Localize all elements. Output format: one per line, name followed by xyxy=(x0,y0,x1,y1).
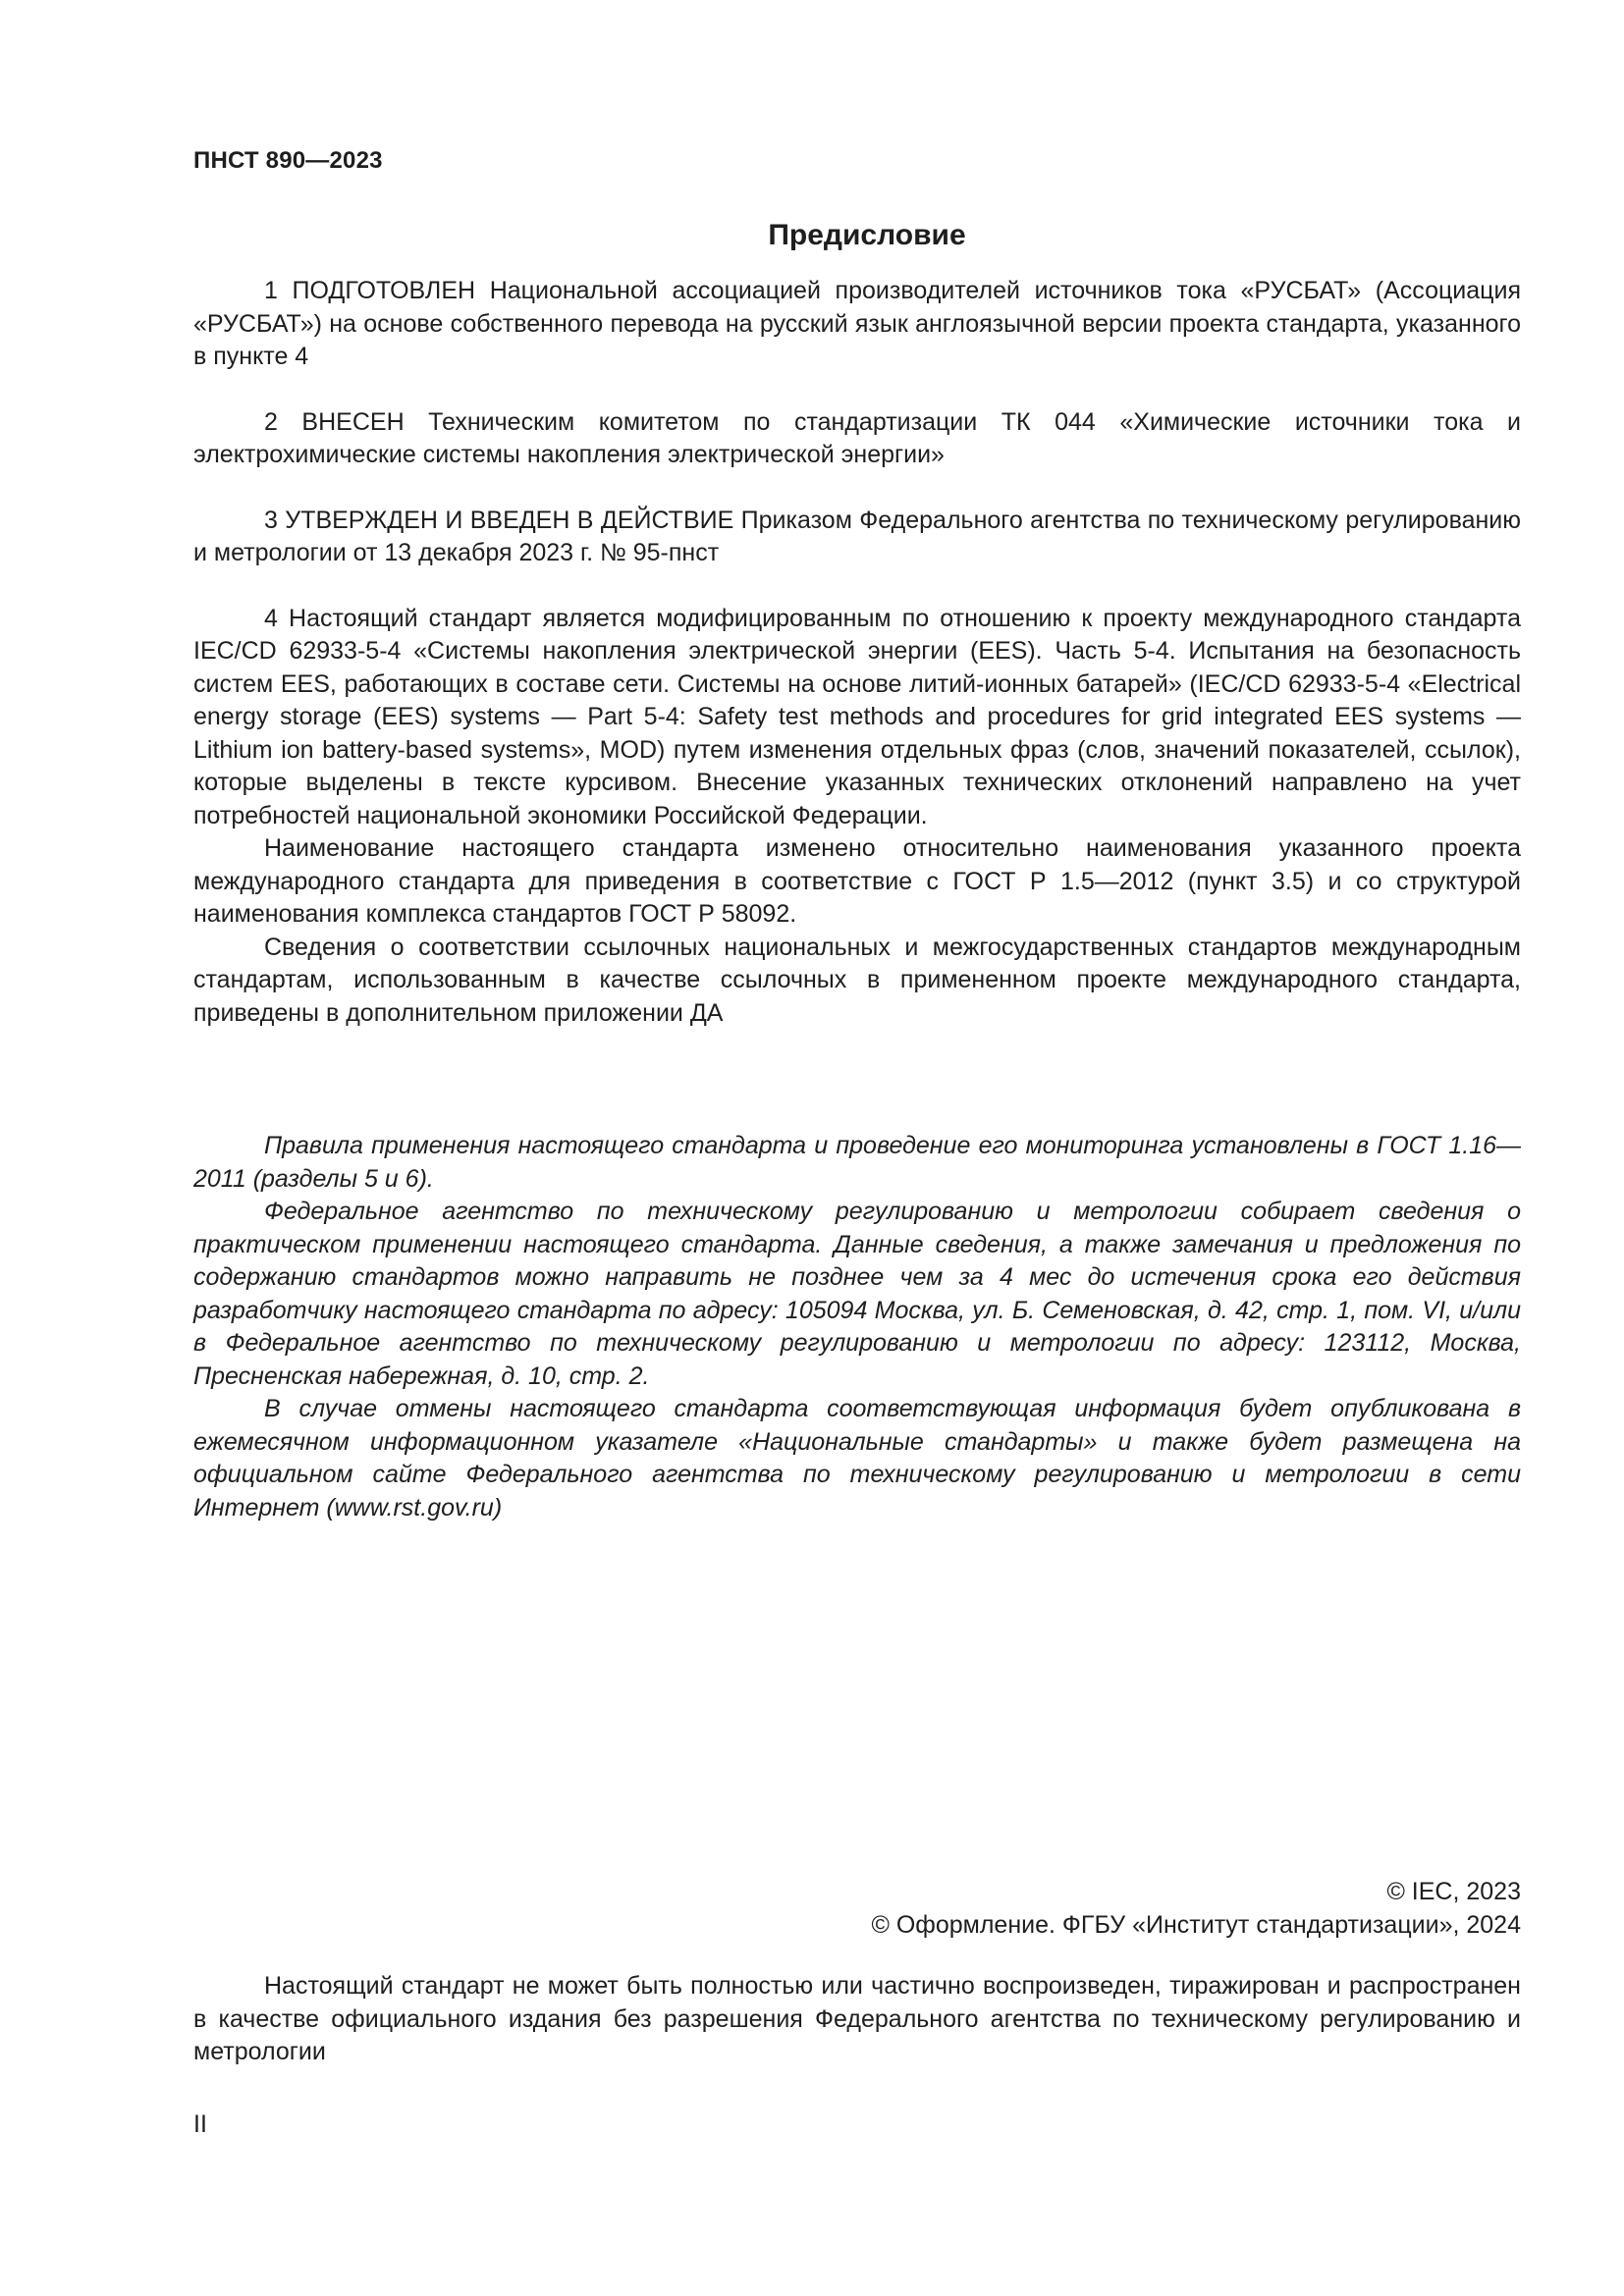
item-prepared: 1 ПОДГОТОВЛЕН Национальной ассоциацией производителей источников тока «РУСБАТ» (Ассоциация «РУСБАТ») на основе собственного перевода на русский язык англоязычной версии проекта стандарта, указанного в пункте 4 xyxy=(193,277,1521,370)
page-number: II xyxy=(193,2110,207,2138)
reproduction-notice-text: Настоящий стандарт не может быть полностью или частично воспроизведен, тиражирован и распространен в качестве официального издания без разрешения Федерального агентства по техническому регулированию и метрологии xyxy=(193,1972,1521,2065)
rules-cancellation: В случае отмены настоящего стандарта соответствующая информация будет опубликована в ежемесячном информационном указателе «Национальные стандарты» и также будет размещена на официальном сайте Федерального агентства по техническому регулированию и метрологии в сети Интернет (www.rst.gov.ru) xyxy=(193,1395,1521,1522)
rules-application: Правила применения настоящего стандарта и проведение его мониторинга установлены в ГОСТ 1.16—2011 (разделы 5 и 6). xyxy=(193,1132,1521,1193)
item-title-note: Наименование настоящего стандарта изменено относительно наименования указанного проекта международного стандарта для приведения в соответствие с ГОСТ Р 1.5—2012 (пункт 3.5) и со структурой наименования комплекса стандартов ГОСТ Р 58092. xyxy=(193,834,1521,928)
copyright-block xyxy=(193,1875,1521,1942)
copyright-design: © Оформление. ФГБУ «Институт стандартизации», 2024 xyxy=(871,1911,1521,1939)
item-references-note: Сведения о соответствии ссылочных национальных и межгосударственных стандартов международным стандартам, использованным в качестве ссылочных в примененном проекте международного стандарта, приведены в дополнительном приложении ДА xyxy=(193,933,1521,1027)
item-submitted: 2 ВНЕСЕН Техническим комитетом по стандартизации ТК 044 «Химические источники тока и электрохимические системы накопления электрической энергии» xyxy=(193,407,1521,468)
document-id-header: ПНСТ 890—2023 xyxy=(193,147,383,174)
item-modification: 4 Настоящий стандарт является модифицированным по отношению к проекту международного стандарта IEC/CD 62933-5-4 «Системы накопления электрической энергии (EES). Часть 5-4. Испытания на безопасность систем EES, работающих в составе сети. Системы на основе литий-ионных батарей» (IEC/CD 62933-5-4 «Electrical energy storage (EES) systems — Part 5-4: Safety test methods and procedures for grid integrated EES systems — Lithium ion battery-based systems», MOD) путем изменения отдельных фраз (слов, значений показателей, ссылок), которые выделены в тексте курсивом. Внесение указанных технических отклонений направлено на учет потребностей национальной экономики Российской Федерации. xyxy=(193,604,1521,829)
rules-feedback: Федеральное агентство по техническому регулированию и метрологии собирает сведения о практическом применении настоящего стандарта. Данные сведения, а также замечания и предложения по содержанию стандартов можно направить не позднее чем за 4 мес до истечения срока его действия разработчику настоящего стандарта по адресу: 105094 Москва, ул. Б. Семеновская, д. 42, стр. 1, пом. VI, и/или в Федеральное агентство по техническому регулированию и метрологии по адресу: 123112, Москва, Пресненская набережная, д. 10, стр. 2. xyxy=(193,1198,1521,1390)
page-title: Предисловие xyxy=(768,219,966,251)
copyright-iec: © IEC, 2023 xyxy=(1386,1878,1521,1905)
item-approved: 3 УТВЕРЖДЕН И ВВЕДЕН В ДЕЙСТВИЕ Приказом Федерального агентства по техническому регулированию и метрологии от 13 декабря 2023 г. № 95-пнст xyxy=(193,506,1521,566)
reproduction-notice xyxy=(193,1970,1521,2069)
foreword-section xyxy=(193,218,1521,1524)
